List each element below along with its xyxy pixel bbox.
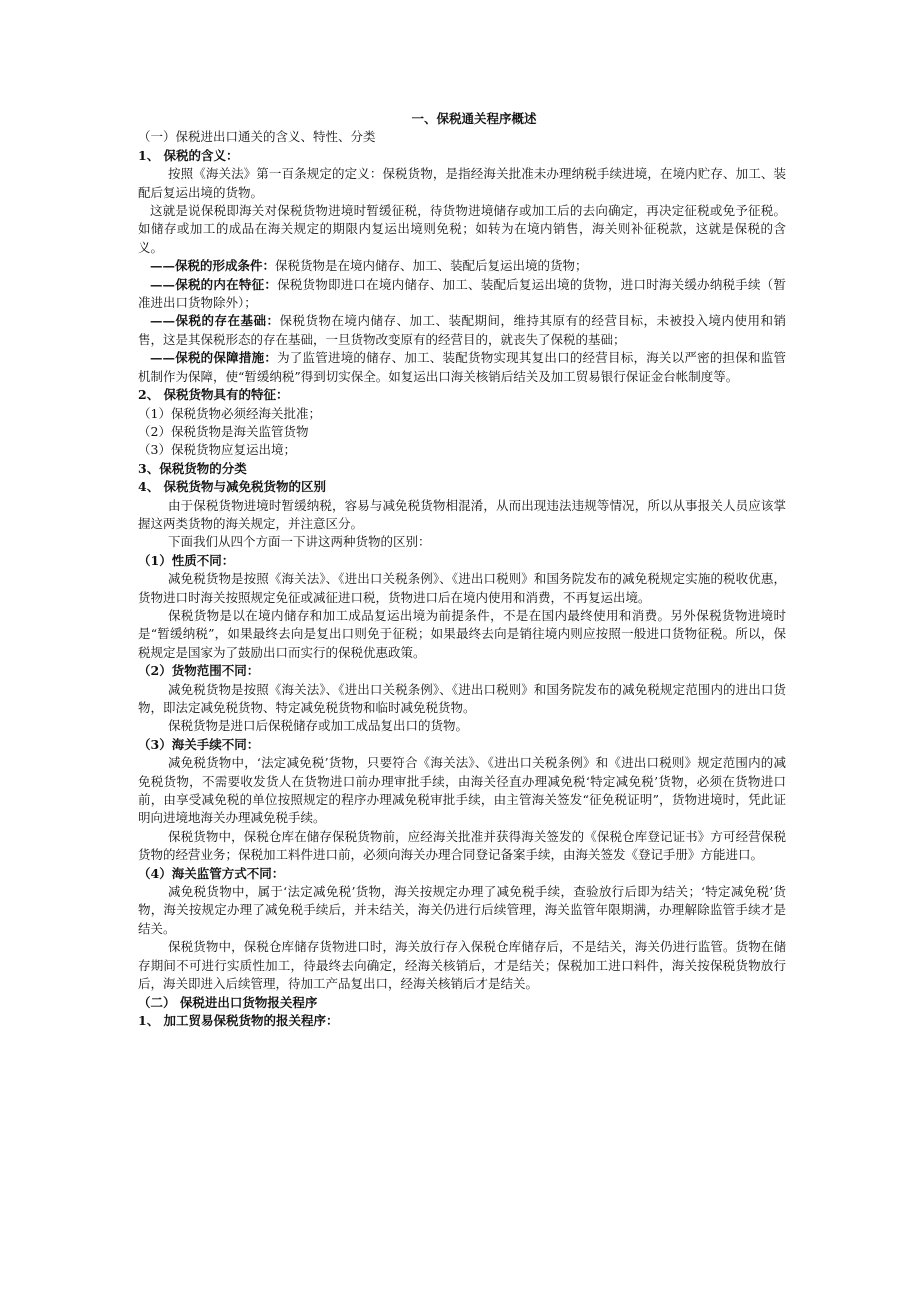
paragraph-s3-2: 保税货物中，保税仓库在储存保税货物前，应经海关批准并获得海关签发的《保税仓库登记证书》方可经营保税货物的经营业务；保税加工料件进口前，必须向海关办理合同登记备案手续，由海关签发《登记手册》方能进口。 bbox=[138, 828, 786, 863]
heading-2: 2、 保税货物具有的特征： bbox=[138, 387, 289, 403]
definition-text: 保税货物在境内储存、加工、装配期间，维持其原有的经营目标，未被投入境内使用和销售，这是其保税形态的存在基础，一旦货物改变原有的经营目的，就丧失了保税的基础； bbox=[138, 313, 786, 347]
paragraph-s1-2: 保税货物是以在境内储存和加工成品复运出境为前提条件，不是在国内最终使用和消费。另外保税货物进境时是“暂缓纳税”，如果最终去向是复出口则免于征税；如果最终去向是销往境内则应按照一般进口货物征税。所以，保税规定是国家为了鼓励出口而实行的保税优惠政策。 bbox=[138, 607, 786, 660]
heading-5: 1、 加工贸易保税货物的报关程序： bbox=[138, 1012, 339, 1028]
section-heading-2: （二） 保税进出口货物报关程序 bbox=[138, 994, 318, 1010]
paragraph-s2-2: 保税货物是进口后保税储存或加工成品复出口的货物。 bbox=[168, 718, 469, 734]
definition-text: 为了监管进境的储存、加工、装配货物实现其复出口的经营目标，海关以严密的担保和监管机制作为保障，使“暂缓纳税”得到切实保全。如复运出口海关核销后结关及加工贸易银行保证金台帐制度等。 bbox=[138, 350, 786, 384]
heading-4: 4、 保税货物与减免税货物的区别 bbox=[138, 479, 327, 495]
paragraph-s2-1: 减免税货物是按照《海关法》、《进出口关税条例》、《进出口税则》和国务院发布的减免税规定范围内的进出口货物，即法定减免税货物、特定减免税货物和临时减免税货物。 bbox=[138, 681, 786, 715]
definition-label: ——保税的内在特征： bbox=[150, 276, 278, 292]
paragraph-s3-1: 减免税货物中，‘法定减免税’货物，只要符合《海关法》、《进出口关税条例》和《进出口税则》规定范围内的减免税货物，不需要收发货人在货物进口前办理审批手续，由海关径直办理减免税‘特定减免税’货物，必须在货物进口前，由享受减免税的单位按照规定的程序办理减免税审批手续，由主管海关签发“征免税证明”，货物进境时，凭此证明向进境地海关办理减免税手续。 bbox=[138, 755, 786, 826]
heading-1: 1、 保税的含义： bbox=[138, 147, 239, 163]
feature-2: （2）保税货物是海关监管货物 bbox=[138, 423, 309, 439]
paragraph-2: 这就是说保税即海关对保税货物进境时暂缓征税，待货物进境储存或加工后的去向确定，再决定征税或免予征税。如储存或加工的成品在海关规定的期限内复运出境则免税；如转为在境内销售，海关则补征税款，这就是保税的含义。 bbox=[138, 203, 786, 255]
document-page bbox=[138, 110, 786, 1030]
paragraph-s1-1: 减免税货物是按照《海关法》、《进出口关税条例》、《进出口税则》和国务院发布的减免税规定实施的税收优惠，货物进口时海关按照规定免征或减征进口税，货物进口后在境内使用和消费，不再复运出境。 bbox=[138, 571, 786, 605]
definition-label: ——保税的形成条件： bbox=[150, 258, 276, 274]
heading-3: 3、保税货物的分类 bbox=[138, 460, 247, 476]
subheading-1: （1）性质不同： bbox=[138, 552, 235, 568]
subheading-4: （4）海关监管方式不同： bbox=[138, 865, 285, 881]
feature-3: （3）保税货物应复运出境； bbox=[138, 442, 296, 458]
paragraph-s4-1: 减免税货物中，属于‘法定减免税’货物，海关按规定办理了减免税手续，查验放行后即为结关；‘特定减免税’货物，海关按规定办理了减免税手续后，并未结关，海关仍进行后续管理，海关监管年限期满，办理解除监管手续才是结关。 bbox=[138, 884, 786, 936]
definition-3 bbox=[138, 312, 786, 349]
paragraph-s4-2: 保税货物中，保税仓库储存货物进口时，海关放行存入保税仓库储存后，不是结关，海关仍进行监管。货物在储存期间不可进行实质性加工，待最终去向确定，经海关核销后，才是结关；保税加工进口料件，海关按保税货物放行后，海关即进入后续管理，待加工产品复出口，经海关核销后才是结关。 bbox=[138, 939, 786, 992]
definition-4 bbox=[138, 349, 786, 386]
paragraph-4: 下面我们从四个方面一下讲这两种货物的区别： bbox=[168, 534, 431, 550]
definition-1 bbox=[138, 257, 786, 275]
feature-1: （1）保税货物必须经海关批准； bbox=[138, 405, 321, 421]
paragraph-1: 按照《海关法》第一百条规定的定义：保税货物，是指经海关批准未办理纳税手续进境，在境内贮存、加工、装配后复运出境的货物。 bbox=[138, 166, 786, 200]
doc-title: 一、保税通关程序概述 bbox=[411, 111, 537, 126]
definition-label: ——保税的存在基础： bbox=[150, 313, 280, 329]
subheading-2: （2）货物范围不同： bbox=[138, 663, 260, 679]
definition-label: ——保税的保障措施： bbox=[150, 350, 278, 366]
section-heading-1: （一）保税进出口通关的含义、特性、分类 bbox=[138, 129, 376, 145]
definition-text: 保税货物是在境内储存、加工、装配后复运出境的货物； bbox=[275, 258, 588, 274]
definition-2 bbox=[138, 276, 786, 313]
definition-text: 保税货物即进口在境内储存、加工、装配后复运出境的货物，进口时海关缓办纳税手续（暂准进出口货物除外）； bbox=[138, 276, 786, 311]
paragraph-3: 由于保税货物进境时暂缓纳税，容易与减免税货物相混淆，从而出现违法违规等情况，所以从事报关人员应该掌握这两类货物的海关规定，并注意区分。 bbox=[138, 497, 786, 531]
subheading-3: （3）海关手续不同： bbox=[138, 736, 260, 752]
